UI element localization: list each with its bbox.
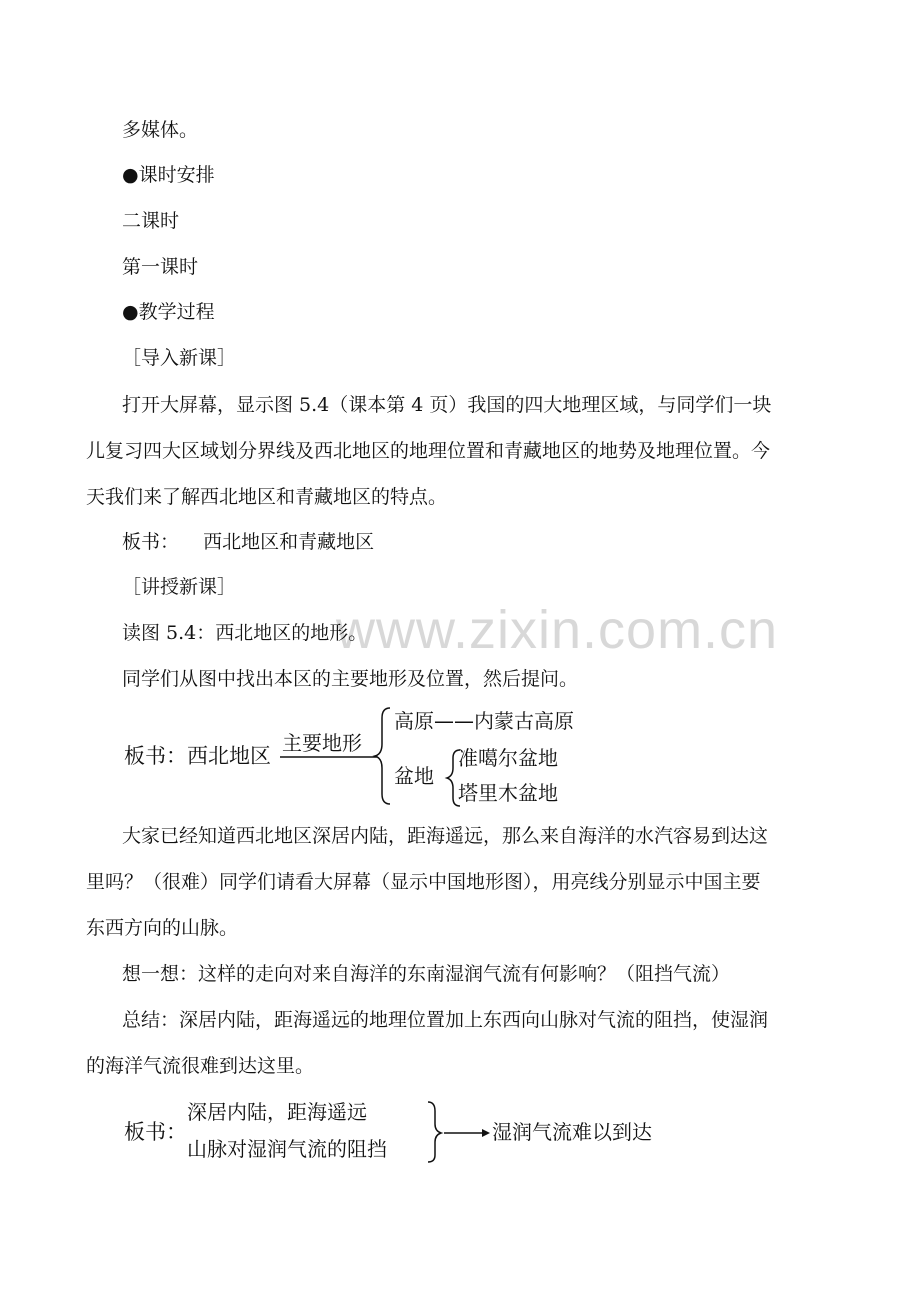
landform-diagram	[122, 704, 642, 808]
paragraph-find-landforms: 同学们从图中找出本区的主要地形及位置，然后提问。	[122, 668, 579, 690]
paragraph-two-periods: 二课时	[122, 210, 180, 232]
paragraph-read-figure: 读图 5.4：西北地区的地形。	[122, 622, 368, 644]
diagram2-cause-1: 深居内陆，距海遥远	[187, 1100, 367, 1124]
diagram-branch-basin: 盆地	[394, 764, 434, 788]
paragraph-inland-line-2: 里吗？（很难）同学们请看大屏幕（显示中国地形图），用亮线分别显示中国主要	[86, 871, 761, 893]
paragraph-intro-line-3: 天我们来了解西北地区和青藏地区的特点。	[86, 486, 448, 508]
diagram-board-prefix: 板书：西北地区	[124, 744, 271, 768]
diagram-sub-junggar: 准噶尔盆地	[458, 746, 558, 770]
paragraph-inland-line-3: 东西方向的山脉。	[86, 917, 239, 939]
board-title: 板书： 西北地区和青藏地区	[122, 531, 375, 553]
diagram2-board-prefix: 板书：	[124, 1120, 187, 1144]
paragraph-summary-line-2: 的海洋气流很难到达这里。	[86, 1055, 315, 1077]
heading-teach-new-lesson: ［讲授新课］	[122, 576, 237, 598]
heading-teaching-process: ●教学过程	[122, 301, 215, 323]
paragraph-think: 想一想：这样的走向对来自海洋的东南湿润气流有何影响？（阻挡气流）	[122, 963, 731, 985]
heading-class-schedule: ●课时安排	[122, 164, 215, 186]
cause-diagram	[122, 1096, 682, 1166]
heading-intro-new-lesson: ［导入新课］	[122, 347, 237, 369]
paragraph-intro-line-1: 打开大屏幕，显示图 5.4（课本第 4 页）我国的四大地理区域，与同学们一块	[122, 394, 772, 416]
watermark: www.zixin.com.cn	[336, 600, 779, 660]
diagram-arrow-label: 主要地形	[282, 731, 362, 755]
heading-first-period: 第一课时	[122, 256, 199, 278]
paragraph-intro-line-2: 儿复习四大区域划分界线及西北地区的地理位置和青藏地区的地势及地理位置。今	[86, 440, 771, 462]
paragraph-inland-line-1: 大家已经知道西北地区深居内陆，距海遥远，那么来自海洋的水汽容易到达这	[122, 825, 769, 847]
diagram-sub-tarim: 塔里木盆地	[458, 781, 558, 805]
paragraph-media: 多媒体。	[122, 119, 199, 141]
paragraph-summary-line-1: 总结：深居内陆，距海遥远的地理位置加上东西向山脉对气流的阻挡，使湿润	[122, 1009, 769, 1031]
diagram2-cause-2: 山脉对湿润气流的阻挡	[187, 1137, 387, 1161]
diagram2-result: 湿润气流难以到达	[492, 1120, 652, 1144]
diagram-branch-plateau: 高原——内蒙古高原	[394, 709, 574, 733]
